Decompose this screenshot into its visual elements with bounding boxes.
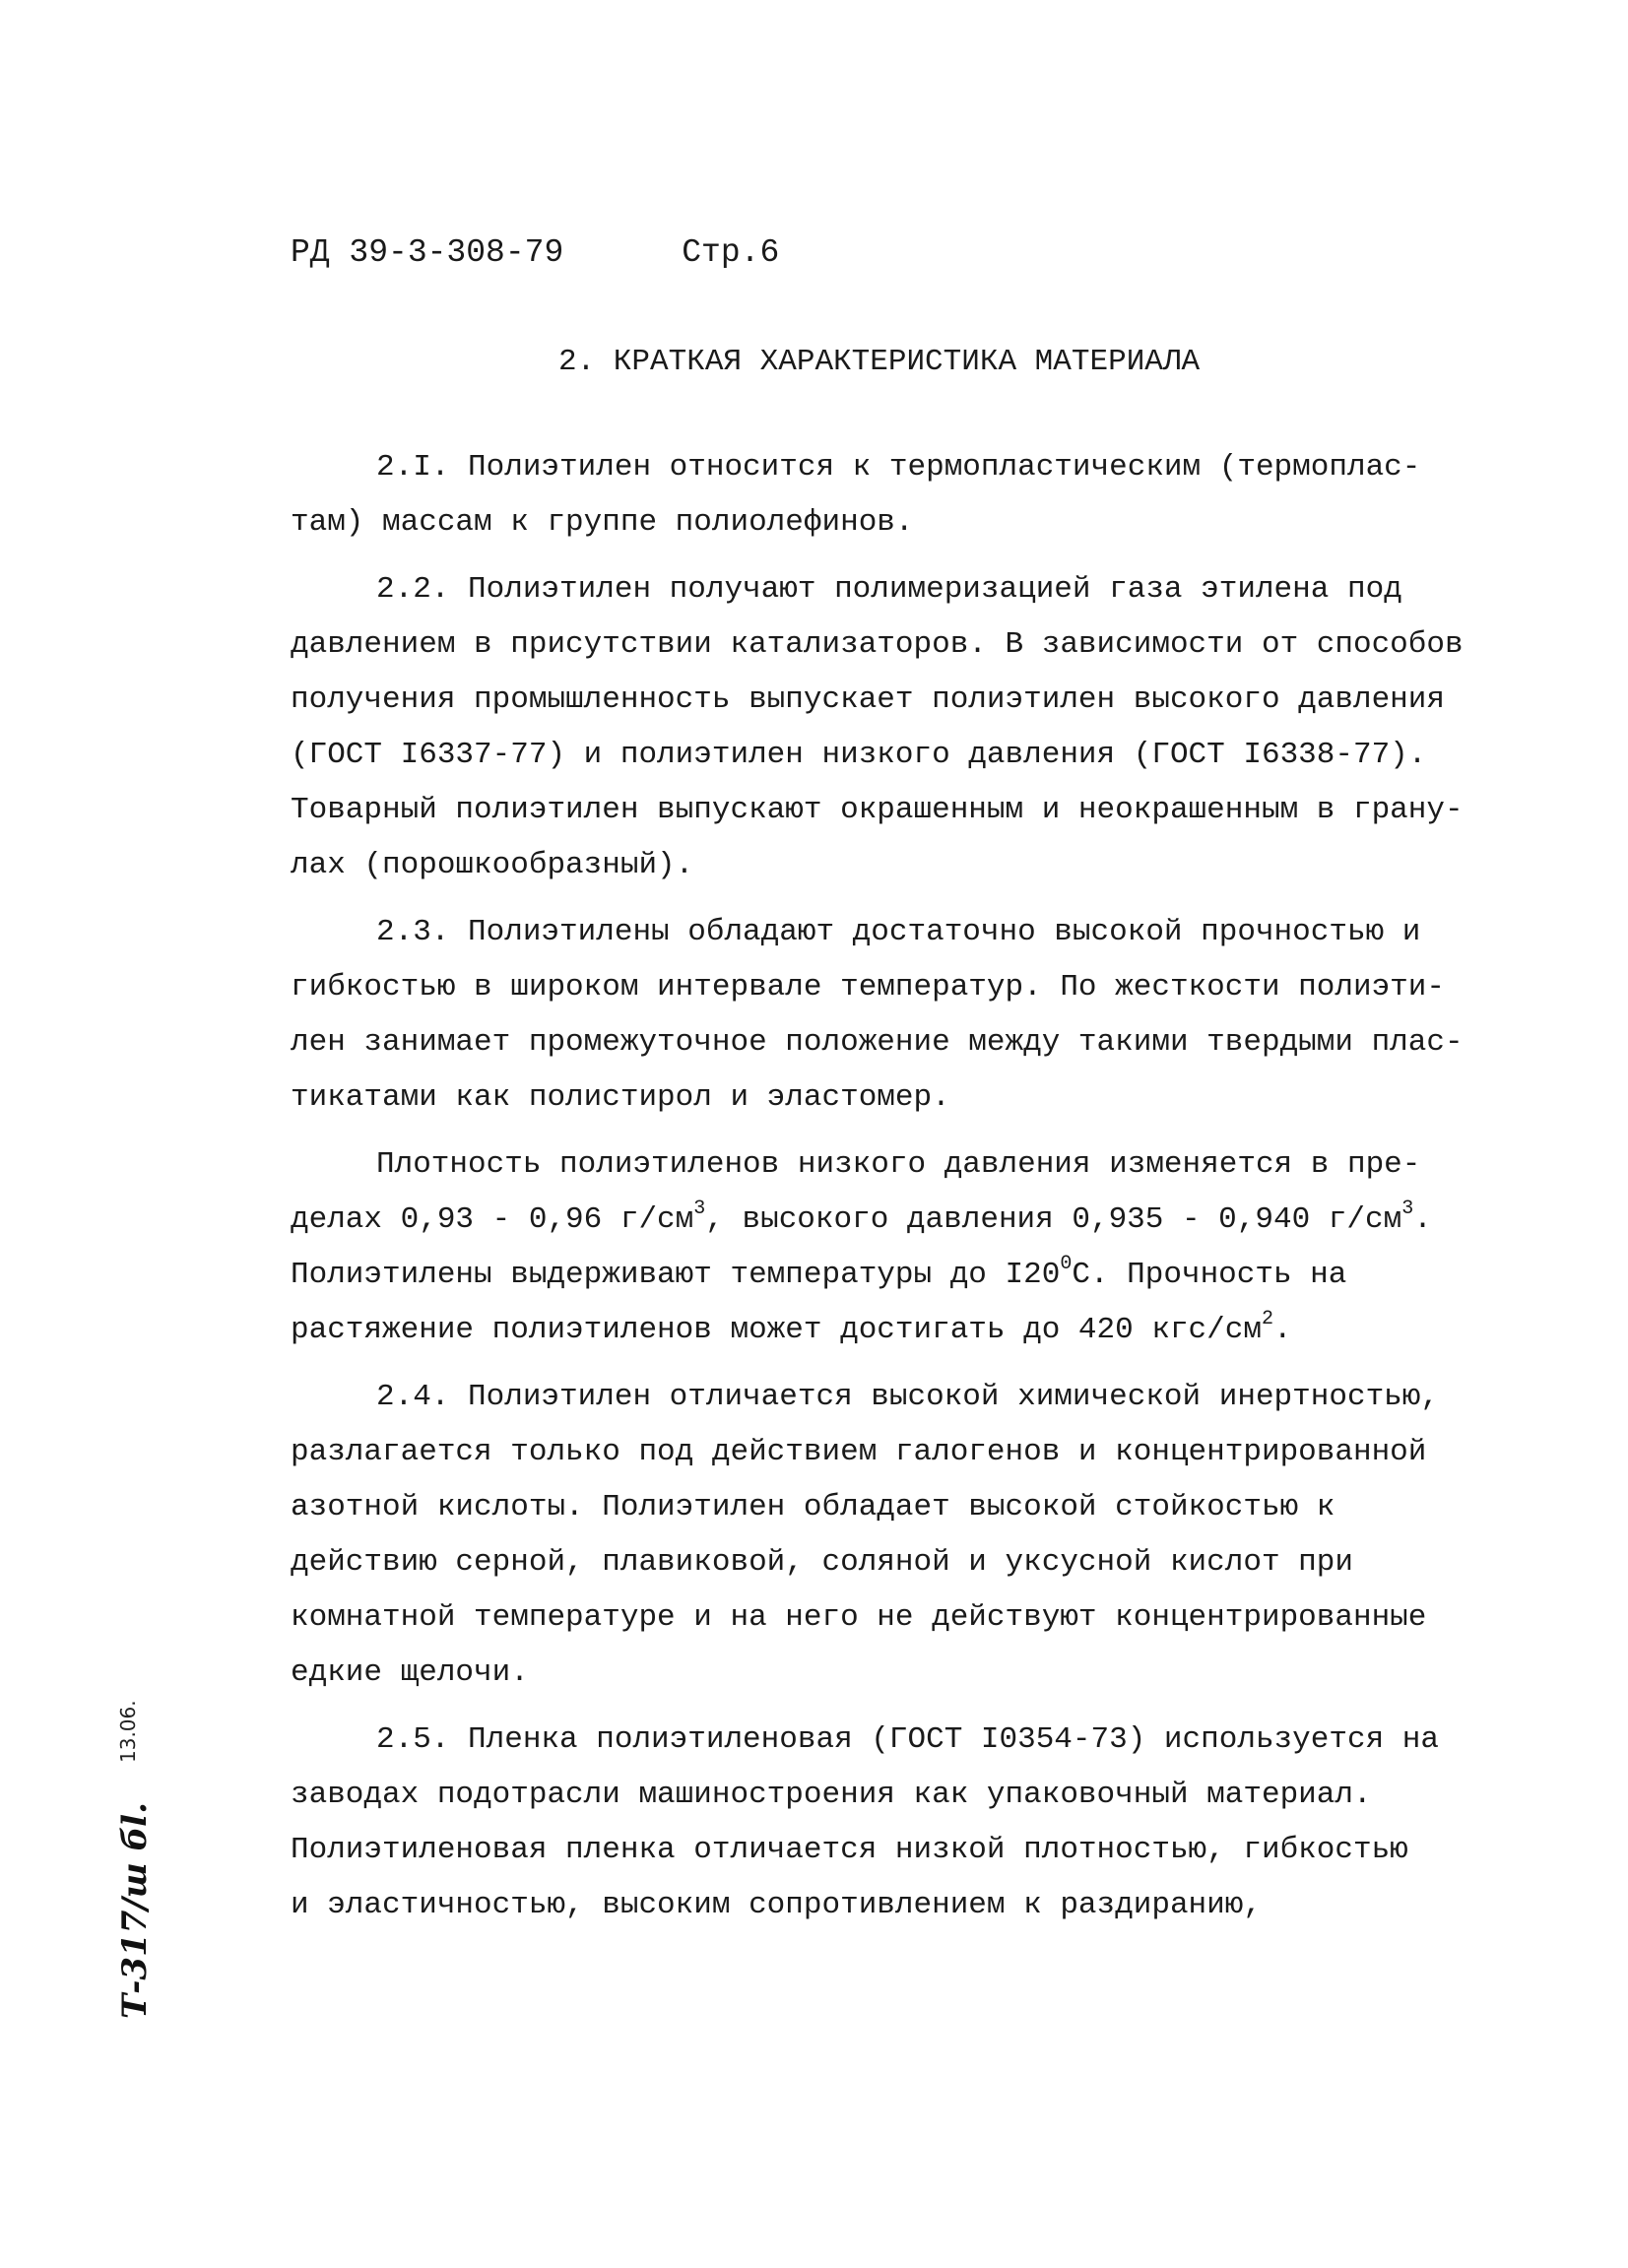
paragraph-density-line: Плотность полиэтиленов низкого давления изменяется в пре- (376, 1147, 1421, 1182)
paragraph-2-5-line: Полиэтиленовая пленка отличается низкой плотностью, гибкостью (291, 1833, 1408, 1867)
paragraph-2-2-line: давлением в присутствии катализаторов. В зависимости от способов (291, 627, 1464, 662)
section-title: 2. КРАТКАЯ ХАРАКТЕРИСТИКА МАТЕРИАЛА (558, 345, 1201, 379)
body-text (291, 440, 1464, 1933)
paragraph-2-3-line: лен занимает промежуточное положение между такими твердыми плас- (291, 1025, 1464, 1060)
inventory-number: Т-317/ш бl. (115, 1802, 155, 2019)
paragraph-2-5-line: и эластичностью, высоким сопротивлением к раздиранию, (291, 1888, 1262, 1922)
paragraph-2-3-line: гибкостью в широком интервале температур. По жесткости полиэти- (291, 970, 1445, 1004)
paragraph-2-1-line: 2.I. Полиэтилен относится к термопластическим (термоплас- (376, 450, 1421, 485)
paragraph-2-3-line: тикатами как полистирол и эластомер. (291, 1080, 950, 1115)
paragraph-density-line: растяжение полиэтиленов может достигать до 420 кгс/$см^2$. (291, 1308, 1292, 1347)
page-header (291, 234, 779, 271)
paragraph-density-line: делах 0,93 - 0,96 $г/см^3$, высокого давления 0,935 - 0,940 $г/см^3$. (291, 1198, 1432, 1237)
paragraph-2-2-line: Товарный полиэтилен выпускают окрашенным и неокрашенным в грану- (291, 793, 1464, 827)
paragraph-2-4-line: действию серной, плавиковой, соляной и уксусной кислот при (291, 1545, 1353, 1580)
paragraph-2-4-line: азотной кислоты. Полиэтилен обладает высокой стойкостью к (291, 1490, 1335, 1524)
paragraph-2-4-line: разлагается только под действием галогенов и концентрированной (291, 1435, 1427, 1469)
paragraph-2-4-line: 2.4. Полиэтилен отличается высокой химической инертностью, (376, 1380, 1439, 1414)
paragraph-2-2-line: 2.2. Полиэтилен получают полимеризацией газа этилена под (376, 572, 1402, 607)
paragraph-2-5-line: 2.5. Пленка полиэтиленовая (ГОСТ I0354-73) используется на (376, 1722, 1439, 1757)
paragraph-2-3-line: 2.3. Полиэтилены обладают достаточно высокой прочностью и (376, 915, 1421, 949)
paragraph-2-2-line: (ГОСТ I6337-77) и полиэтилен низкого давления (ГОСТ I6338-77). (291, 738, 1427, 772)
margin-date: 13.06. (116, 1700, 140, 1763)
paragraph-2-4-line: едкие щелочи. (291, 1655, 529, 1690)
paragraph-2-2-line: получения промышленность выпускает полиэтилен высокого давления (291, 682, 1445, 717)
paragraph-2-5-line: заводах подотрасли машиностроения как упаковочный материал. (291, 1778, 1372, 1812)
paragraph-density-line: Полиэтилены выдерживают температуры до $I20^0С$. Прочность на (291, 1253, 1347, 1292)
page-number: Стр.6 (682, 234, 780, 271)
paragraph-2-2-line: лах (порошкообразный). (291, 848, 694, 882)
paragraph-2-1-line: там) массам к группе полиолефинов. (291, 505, 914, 540)
document-code: РД 39-3-308-79 (291, 234, 564, 271)
handwritten-margin-note (103, 1664, 182, 2019)
paragraph-2-4-line: комнатной температуре и на него не действуют концентрированные (291, 1600, 1427, 1635)
